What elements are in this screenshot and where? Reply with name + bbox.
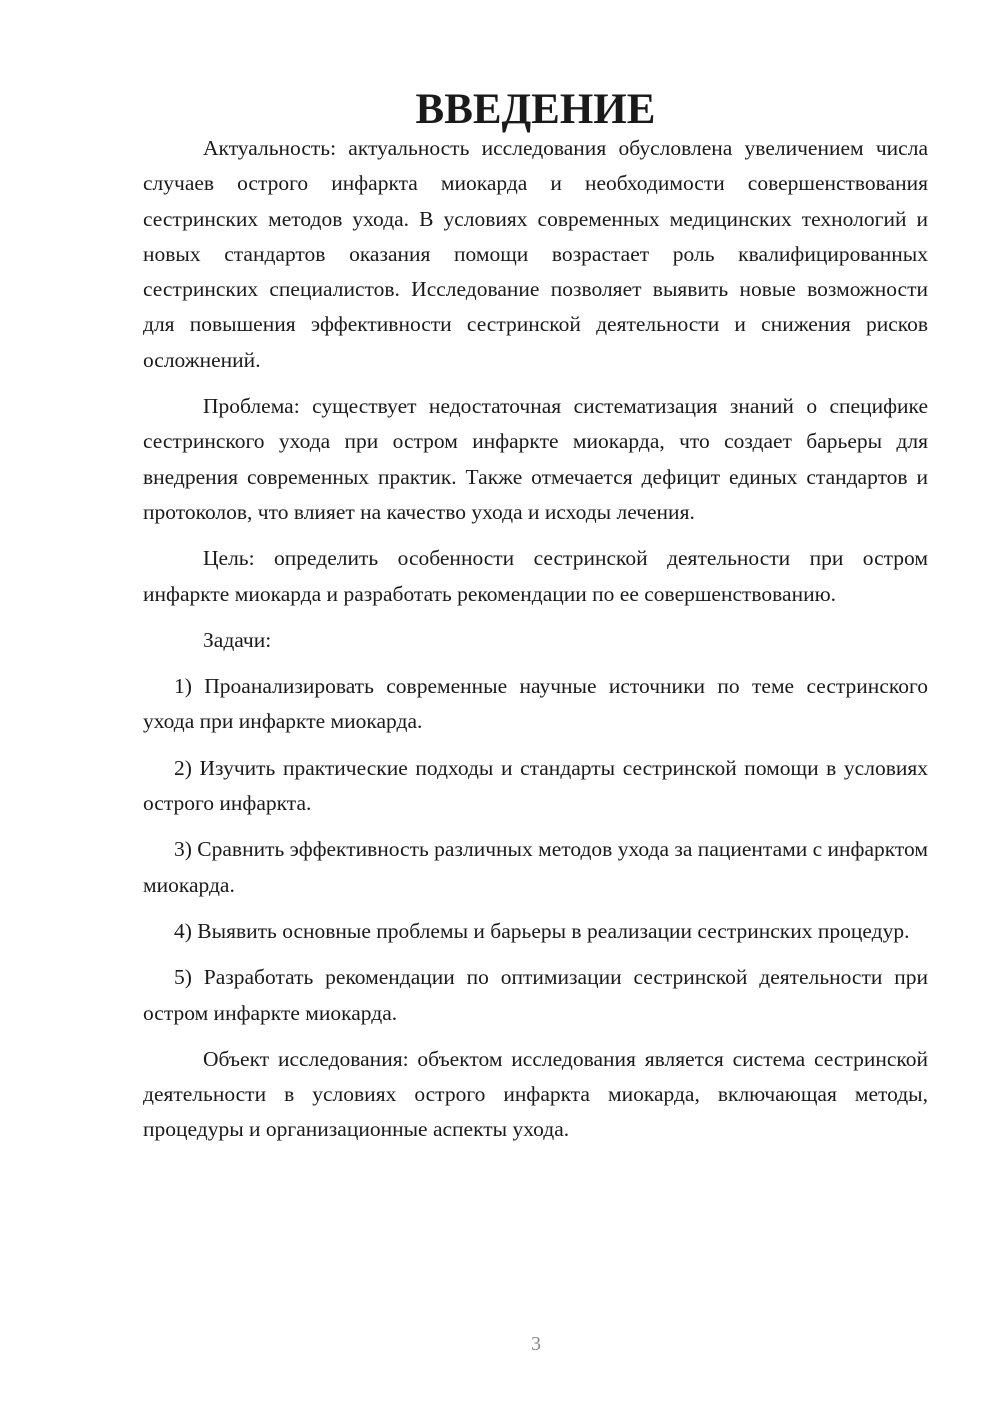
page-number: 3 bbox=[531, 1333, 541, 1355]
problem-paragraph: Проблема: существует недостаточная систематизация знаний о специфике сестринского ухода при остром инфаркте миокарда, что создает барьеры для внедрения современных практик. Также отмечается дефицит единых стандартов и протоколов, что влияет на качество ухода и исходы лечения. bbox=[143, 394, 928, 524]
task-item: 1) Проанализировать современные научные источники по теме сестринского ухода при инфаркте миокарда. bbox=[143, 674, 928, 734]
tasks-heading: Задачи: bbox=[203, 627, 272, 652]
task-item: 3) Сравнить эффективность различных методов ухода за пациентами с инфарктом миокарда. bbox=[143, 837, 928, 897]
page-title: ВВЕДЕНИЕ bbox=[415, 86, 656, 133]
goal-paragraph: Цель: определить особенности сестринской деятельности при остром инфаркте миокарда и разработать рекомендации по ее совершенствованию. bbox=[143, 546, 928, 606]
document-page bbox=[143, 86, 928, 1159]
relevance-paragraph: Актуальность: актуальность исследования обусловлена увеличением числа случаев острого инфаркта миокарда и необходимости совершенствования сестринских методов ухода. В условиях современных медицинских технологий и новых стандартов оказания помощи возрастает роль квалифицированных сестринских специалистов. Исследование позволяет выявить новые возможности для повышения эффективности сестринской деятельности и снижения рисков осложнений. bbox=[143, 136, 928, 372]
task-item: 4) Выявить основные проблемы и барьеры в реализации сестринских процедур. bbox=[174, 918, 910, 943]
task-item: 5) Разработать рекомендации по оптимизации сестринской деятельности при остром инфаркте миокарда. bbox=[143, 965, 928, 1025]
task-item: 2) Изучить практические подходы и стандарты сестринской помощи в условиях острого инфаркта. bbox=[143, 755, 928, 816]
object-paragraph: Объект исследования: объектом исследования является система сестринской деятельности в условиях острого инфаркта миокарда, включающая методы, процедуры и организационные аспекты ухода. bbox=[143, 1046, 928, 1142]
